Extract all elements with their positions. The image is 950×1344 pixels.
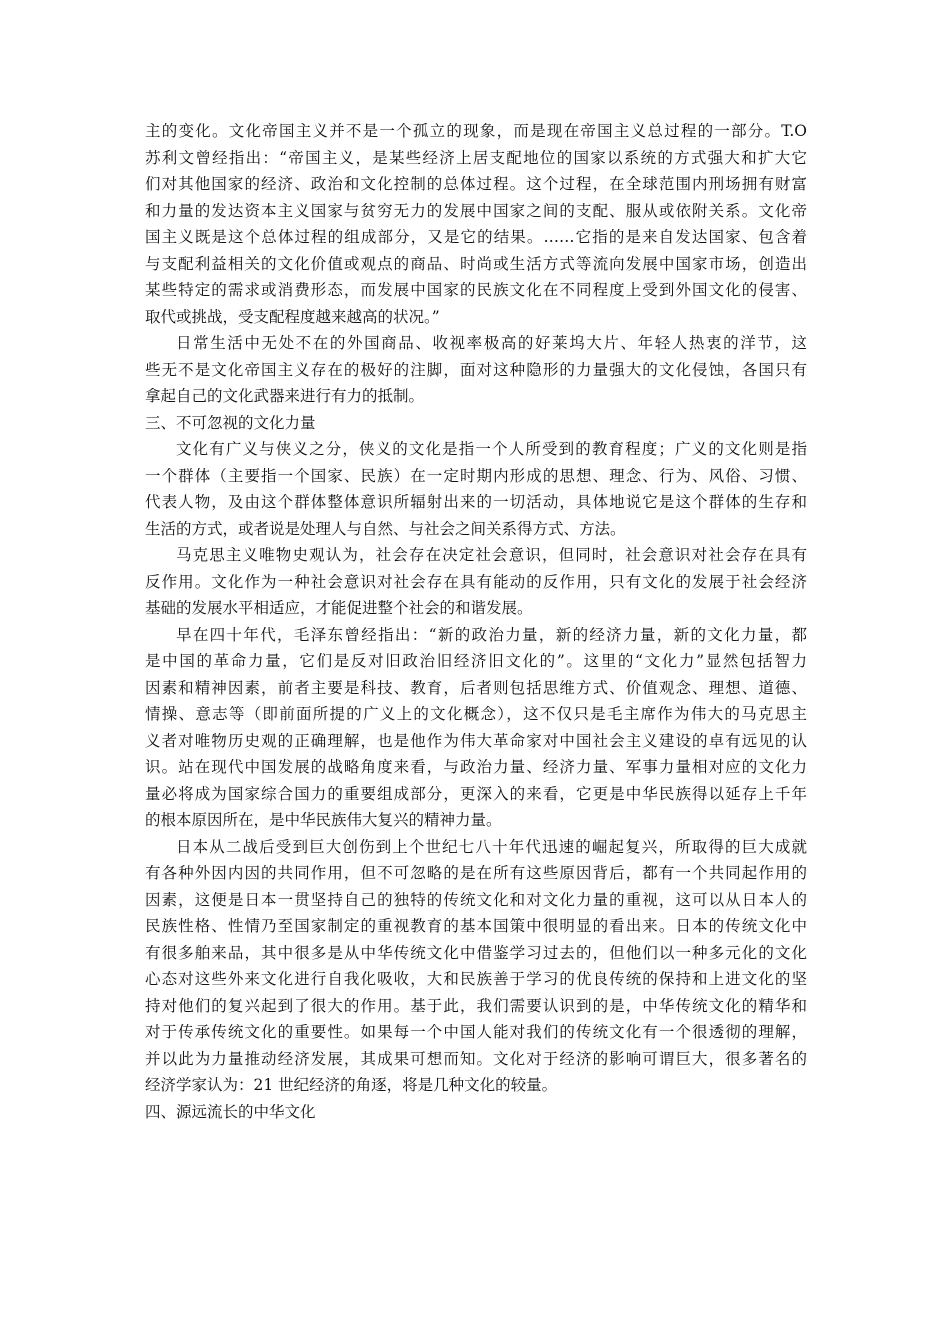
- text-line: 并以此为力量推动经济发展，其成果可想而知。文化对于经济的影响可谓巨大，很多著名的: [145, 1049, 807, 1068]
- paragraph: [145, 542, 807, 622]
- text-line: 基础的发展水平相适应，才能促进整个社会的和谐发展。: [145, 599, 533, 617]
- text-line: 义者对唯物历史观的正确理解，也是他作为伟大革命家对中国社会主义建设的卓有远见的认: [145, 731, 807, 750]
- text-line: 国主义既是这个总体过程的组成部分，又是它的结果。……它指的是来自发达国家、包含着: [145, 228, 807, 246]
- heading-text: 四、源远流长的中华文化: [145, 1102, 316, 1121]
- text-line: 与支配利益相关的文化价值或观点的商品、时尚或生活方式等流向发展中国家市场，创造出: [145, 254, 807, 273]
- text-line: 些无不是文化帝国主义存在的极好的注脚，面对这种隐形的力量强大的文化侵蚀，各国只有: [145, 360, 807, 379]
- document-body: [145, 118, 807, 1125]
- text-line: 识。站在现代中国发展的战略角度来看，与政治力量、经济力量、军事力量相对应的文化力: [145, 758, 807, 776]
- section-heading: [145, 410, 807, 437]
- text-line: 日常生活中无处不在的外国商品、收视率极高的好莱坞大片、年轻人热衷的洋节，这: [176, 334, 807, 352]
- text-line: 马克思主义唯物史观认为，社会存在决定社会意识，但同时，社会意识对社会存在具有: [176, 546, 807, 564]
- text-line: 情操、意志等（即前面所提的广义上的文化概念），这不仅只是毛主席作为伟大的马克思主: [145, 705, 807, 723]
- text-line: 代表人物，及由这个群体整体意识所辐射出来的一切活动，具体地说它是这个群体的生存和: [145, 493, 807, 511]
- heading-text: 三、不可忽视的文化力量: [145, 413, 316, 432]
- text-line: 反作用。文化作为一种社会意识对社会存在具有能动的反作用，只有文化的发展于社会经济: [145, 572, 807, 591]
- text-line: 有很多舶来品，其中很多是从中华传统文化中借鉴学习过去的，但他们以一种多元化的文化: [145, 943, 807, 962]
- text-line: 和力量的发达资本主义国家与贫穷无力的发展中国家之间的支配、服从或依附关系。文化帝: [145, 201, 807, 220]
- text-line: 主的变化。文化帝国主义并不是一个孤立的现象，而是现在帝国主义总过程的一部分。T.O: [145, 122, 807, 140]
- text-line: 心态对这些外来文化进行自我化吸收，大和民族善于学习的优良传统的保持和上进文化的坚: [145, 970, 807, 988]
- text-line: 持对他们的复兴起到了很大的作用。基于此，我们需要认识到的是，中华传统文化的精华和: [145, 996, 807, 1015]
- text-line: 日本从二战后受到巨大创伤到上个世纪七八十年代迅速的崛起复兴，所取得的巨大成就: [176, 837, 807, 856]
- text-line: 民族性格、性情乃至国家制定的重视教育的基本国策中很明显的看出来。日本的传统文化中: [145, 917, 807, 935]
- paragraph: [145, 330, 807, 410]
- text-line: 苏利文曾经指出：“帝国主义，是某些经济上居支配地位的国家以系统的方式强大和扩大它: [145, 148, 807, 167]
- text-line: 生活的方式，或者说是处理人与自然、与社会之间关系得方式、方法。: [145, 519, 626, 538]
- paragraph: [145, 118, 807, 330]
- section-heading: [145, 1099, 807, 1126]
- text-line: 某些特定的需求或消费形态，而发展中国家的民族文化在不同程度上受到外国文化的侵害、: [145, 281, 807, 299]
- paragraph: [145, 834, 807, 1099]
- paragraph: [145, 436, 807, 542]
- text-line: 经济学家认为：21 世纪经济的角逐，将是几种文化的较量。: [145, 1076, 558, 1094]
- text-line: 文化有广义与侠义之分，侠义的文化是指一个人所受到的教育程度；广义的文化则是指: [176, 440, 807, 458]
- text-line: 拿起自己的文化武器来进行有力的抵制。: [145, 387, 425, 405]
- text-line: 量必将成为国家综合国力的重要组成部分，更深入的来看，它更是中华民族得以延存上千年: [145, 784, 807, 803]
- paragraph: [145, 622, 807, 834]
- text-line: 一个群体（主要指一个国家、民族）在一定时期内形成的思想、理念、行为、风俗、习惯、: [145, 466, 807, 485]
- text-line: 是中国的革命力量，它们是反对旧政治旧经济旧文化的”。这里的“文化力”显然包括智力: [145, 652, 807, 670]
- text-line: 早在四十年代，毛泽东曾经指出：“新的政治力量，新的经济力量，新的文化力量，都: [176, 625, 807, 644]
- text-line: 因素和精神因素，前者主要是科技、教育，后者则包括思维方式、价值观念、理想、道德、: [145, 678, 807, 697]
- text-line: 对于传承传统文化的重要性。如果每一个中国人能对我们的传统文化有一个很透彻的理解，: [145, 1023, 807, 1041]
- text-line: 因素，这便是日本一贯坚持自己的独特的传统文化和对文化力量的重视，这可以从日本人的: [145, 890, 807, 909]
- text-line: 们对其他国家的经济、政治和文化控制的总体过程。这个过程，在全球范围内刑场拥有财富: [145, 175, 807, 193]
- text-line: 有各种外因内因的共同作用，但不可忽略的是在所有这些原因背后，都有一个共同起作用的: [145, 864, 807, 882]
- text-line: 的根本原因所在，是中华民族伟大复兴的精神力量。: [145, 811, 502, 829]
- text-line: 取代或挑战，受支配程度越来越高的状况。”: [145, 307, 440, 326]
